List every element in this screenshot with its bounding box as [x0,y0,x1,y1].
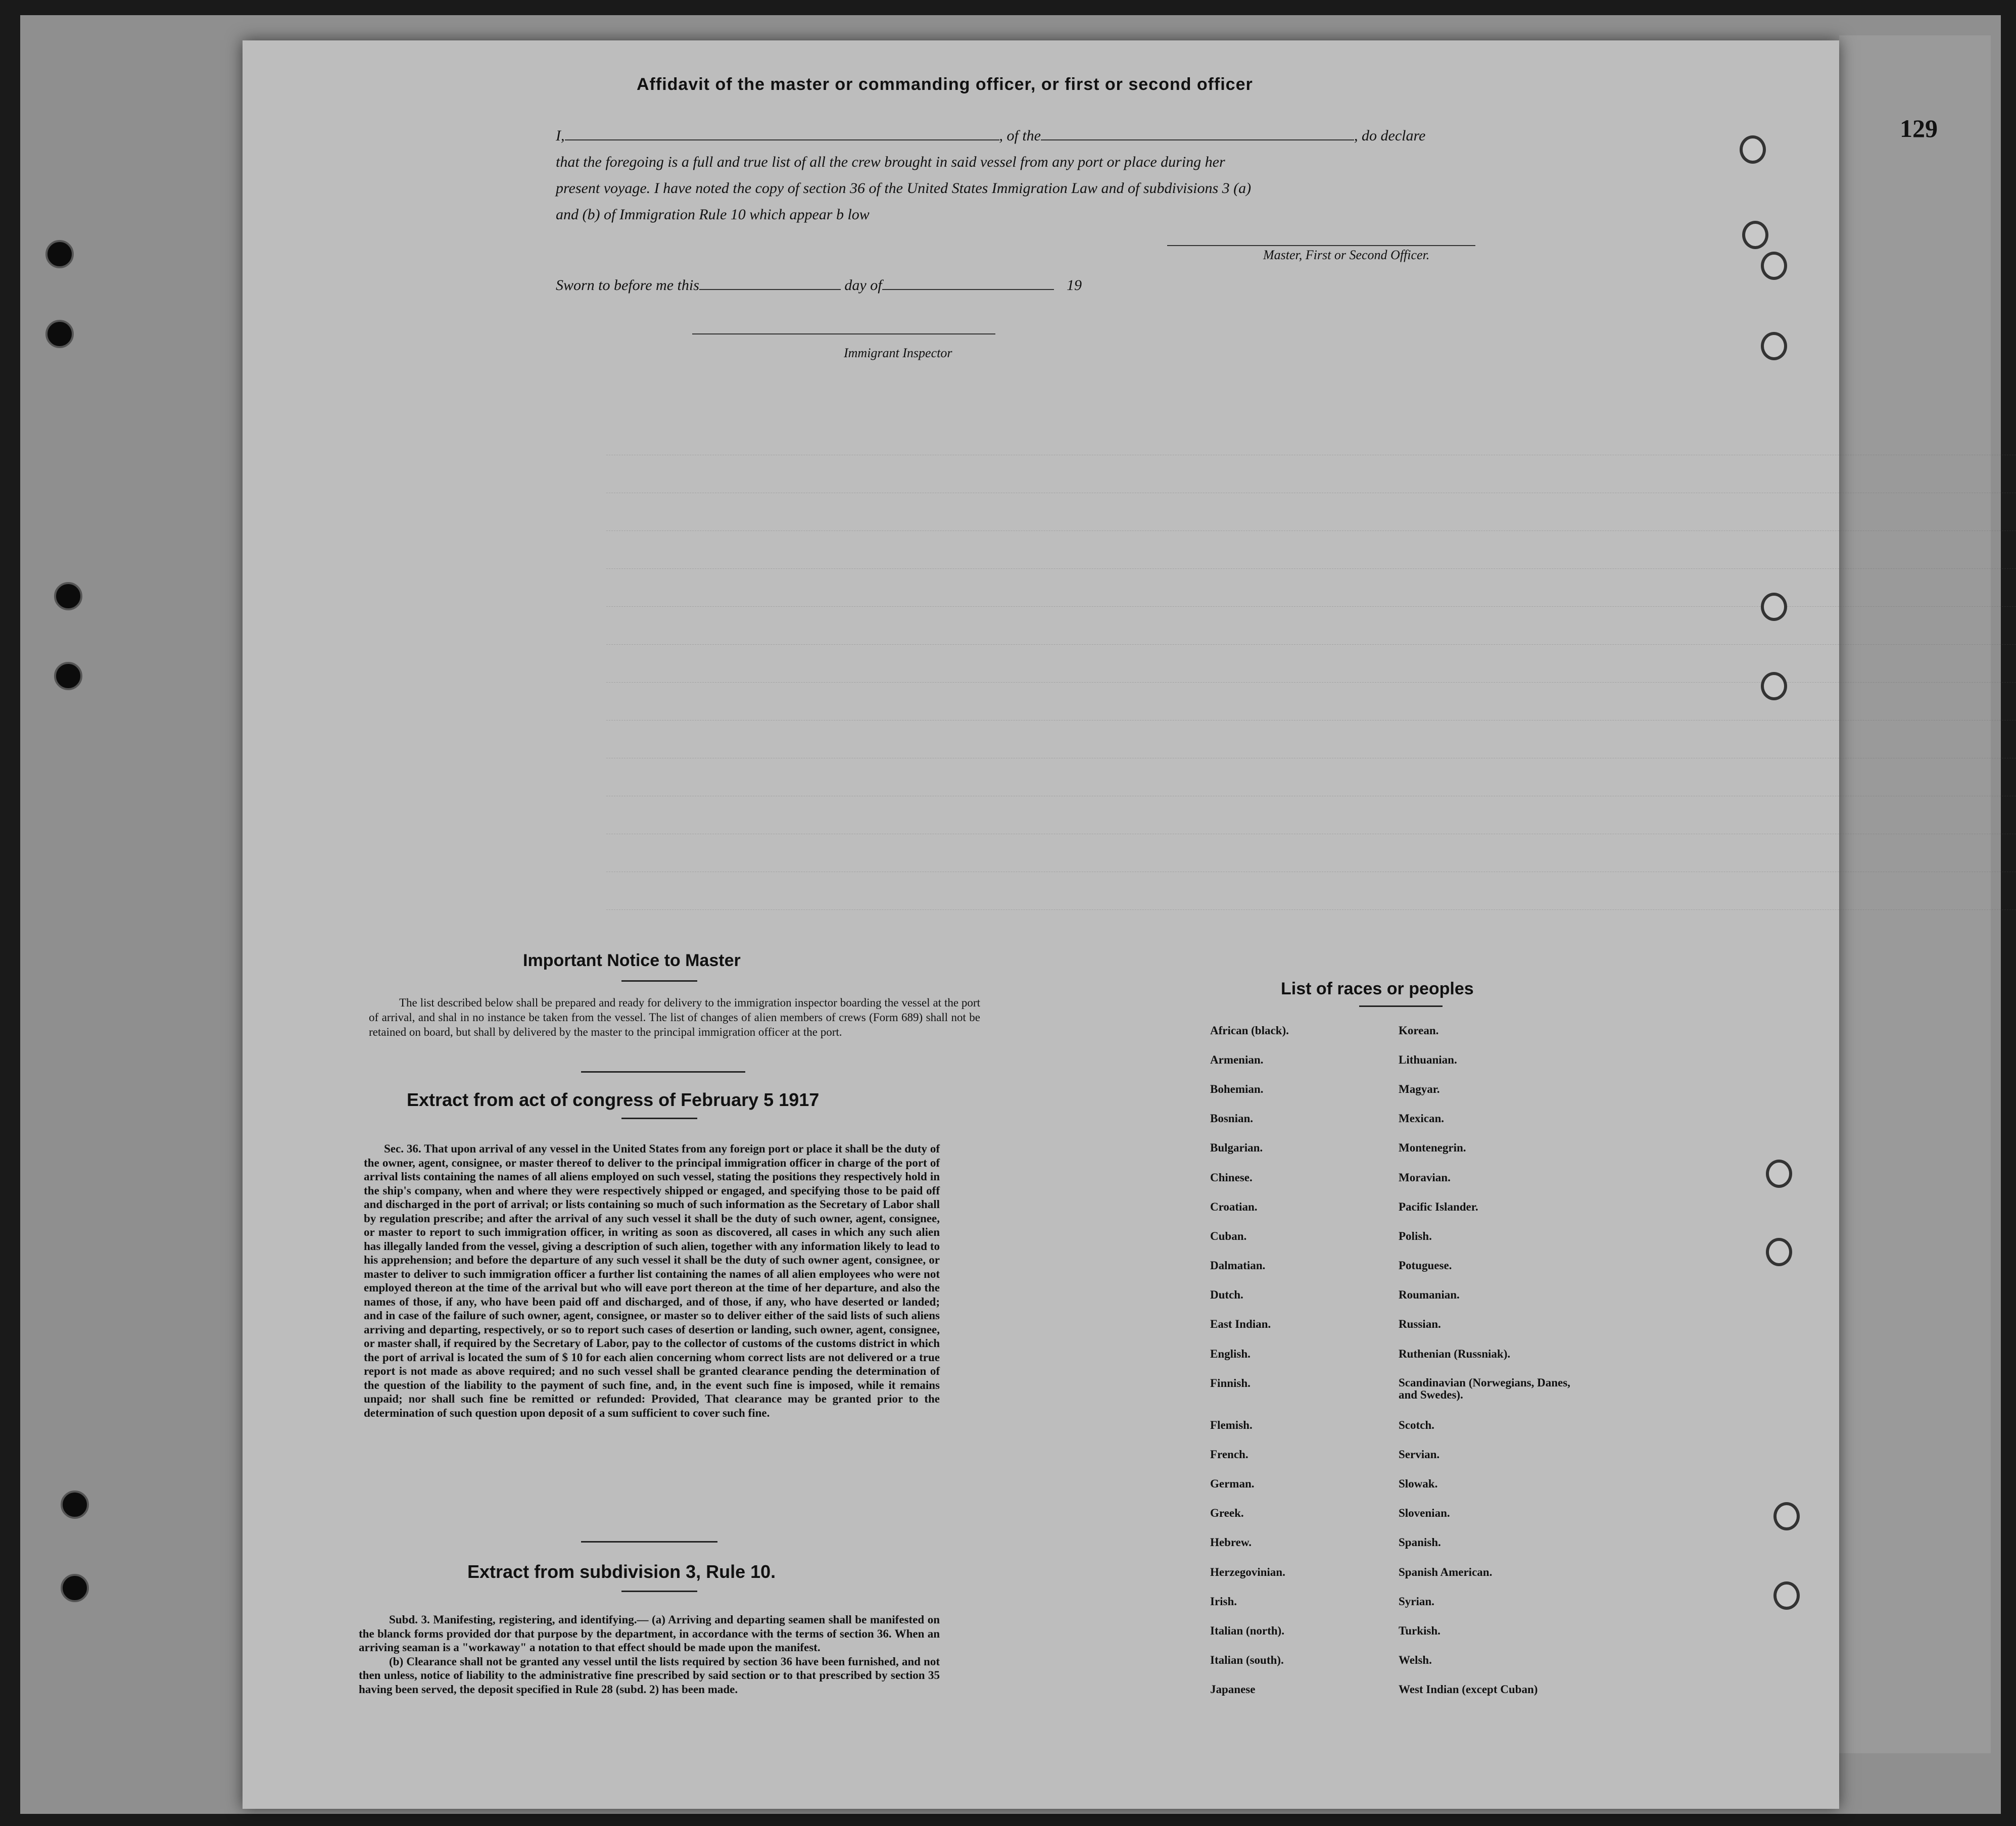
subdivision-3-text [359,1613,940,1696]
binder-hole-left-5 [61,1491,89,1519]
manifest-page [243,40,1839,1809]
race-item: Croatian. [1210,1200,1258,1213]
name-blank[interactable] [565,139,999,140]
race-item: Potuguese. [1399,1259,1452,1272]
affidavit-i: I, [556,127,565,144]
race-item: Cuban. [1210,1230,1247,1242]
affidavit-line-2: that the foregoing is a full and true list of all the crew brought in said vessel from any port or place during her [556,154,1225,170]
day-blank[interactable] [699,289,841,290]
subdivision-3-para-b: (b) Clearance shall not be granted any vessel until the lists required by section 36 have been furnished, and not then unless, notice of liability to the administrative fine prescribed by said section or to that prescribed by section 35 having been served, the deposit specified in Rule 28 (subd. 2) has been made. [359,1655,940,1696]
race-item: Greek. [1210,1507,1244,1519]
inspector-signature-line[interactable] [692,333,995,334]
binder-hole-right-4 [1761,332,1787,360]
binder-hole-left-3 [54,582,82,610]
race-item: Chinese. [1210,1171,1253,1184]
binder-hole-right-1 [1740,135,1766,164]
race-item: African (black). [1210,1024,1289,1037]
race-item: Polish. [1399,1230,1432,1242]
affidavit-line-1 [556,123,1475,149]
extract-divider [581,1541,717,1543]
binder-hole-right-2 [1742,221,1768,249]
affidavit-of-the: , of the [999,127,1041,144]
section-36-text: Sec. 36. That upon arrival of any vessel in the United States from any foreign port or place it shall be the duty of the owner, agent, consignee, or master thereof to deliver to the principal immigration officer in charge of the port of arrival lists containing the names of all aliens employed on such vessel, stating the positions they respectively hold in the ship's company, when and where they were respectively shipped or engaged, and specifying those to be paid off and discharged in the port of arrival; or lists containing so much of such information as the Secretary of Labor shall by regulation prescribe; and after the arrival of any such vessel it shall be the duty of such owner, agent, consignee, or master to report to such immigration officer, in writing as soon as discovered, all cases in which any such alien has illegally landed from the vessel, giving a description of such alien, together with any information likely to lead to his apprehension; and before the departure of any such vessel it shall be the duty of such owner agent, consignee, or master to deliver to such immigration officer a further list containing the names of all alien employees who were not employed thereon at the time of the arrival but who will eave port thereon at the time of her departure, and also the names of those, if any, who have been paid off and discharged, and of those, if any, who have deserted or landed; and in case of the failure of such owner, agent, consignee, or master so to deliver either of the said lists of such aliens arriving and departing, respectively, or so to report such cases of desertion or landing, such owner, agent, consignee, or master shall, if required by the Secretary of Labor, pay to the collector of customs of the customs district in which the port of arrival is located the sum of $ 10 for each alien concerning whom correct lists are not delivered or a true report is not made as above required; and no such vessel shall be granted clearance pending the determination of the question of the liability to the payment of such fine, and, in the event such fine is imposed, while it remains unpaid; nor shall such fine be remitted or refunded: Provided, That clearance may be granted prior to the determination of such question upon deposit of a sum sufficient to cover such fine. [364,1142,940,1419]
race-item: Magyar. [1399,1083,1440,1095]
race-item: Flemish. [1210,1419,1253,1431]
race-item: Slovenian. [1399,1507,1450,1519]
notice-title-rule [621,980,697,982]
race-item: Finnish. [1210,1377,1251,1389]
race-item: Dalmatian. [1210,1259,1266,1272]
sworn-prefix: Sworn to before me this [556,277,699,294]
adjacent-page-strip [1839,35,1991,1753]
race-item: French. [1210,1448,1249,1461]
binder-hole-left-2 [45,320,74,348]
race-item: Russian. [1399,1318,1441,1330]
race-item: Dutch. [1210,1288,1243,1301]
sworn-line [556,277,1082,294]
race-item: Scotch. [1399,1419,1434,1431]
race-item: Italian (south). [1210,1654,1284,1666]
binder-hole-right-6 [1761,672,1787,700]
extract-rule-title: Extract from subdivision 3, Rule 10. [467,1561,776,1582]
race-item: German. [1210,1477,1255,1490]
binder-hole-left-6 [61,1574,89,1602]
race-item: Bosnian. [1210,1112,1254,1125]
extract-act-title-rule [621,1118,697,1119]
race-item: Servian. [1399,1448,1440,1461]
subdivision-3-para-a: Subd. 3. Manifesting, registering, and identifying.— (a) Arriving and departing seamen shall be manifested on the blanck forms provided dor that purpose by the department, in accordance with the terms of section 36. When an arriving seaman is a "workaway" a notation to that effect should be made upon the manifest. [359,1613,940,1654]
race-item: Irish. [1210,1595,1237,1608]
race-item: Welsh. [1399,1654,1432,1666]
race-item: English. [1210,1348,1251,1360]
binder-hole-left-1 [45,240,74,268]
race-item: Syrian. [1399,1595,1434,1608]
race-item: Spanish American. [1399,1566,1493,1578]
inspector-label: Immigrant Inspector [844,346,952,360]
race-item: West Indian (except Cuban) [1399,1683,1538,1696]
race-item: Armenian. [1210,1053,1264,1066]
extract-rule-title-rule [621,1591,697,1592]
affidavit-line-3: present voyage. I have noted the copy of section 36 of the United States Immigration Law and of subdivisions 3 (a) [556,180,1252,197]
binder-hole-right-8 [1766,1238,1792,1266]
race-item: Japanese [1210,1683,1256,1696]
race-item: Herzegovinian. [1210,1566,1285,1578]
race-item: Turkish. [1399,1624,1441,1637]
binder-hole-right-9 [1773,1502,1800,1530]
month-blank[interactable] [882,289,1054,290]
binder-hole-right-5 [1761,593,1787,621]
race-item: Hebrew. [1210,1536,1252,1549]
master-signature-line[interactable] [1167,245,1475,246]
page-number: 129 [1900,114,1938,142]
affidavit-title: Affidavit of the master or commanding officer, or first or second officer [637,75,1253,94]
extract-act-title: Extract from act of congress of February 5 1917 [407,1089,820,1110]
race-item: Korean. [1399,1024,1439,1037]
notice-divider [581,1071,745,1073]
binder-hole-right-3 [1761,252,1787,280]
race-item: Mexican. [1399,1112,1445,1125]
master-label: Master, First or Second Officer. [1263,248,1430,262]
notice-text: The list described below shall be prepared and ready for delivery to the immigration inspector boarding the vessel at the port of arrival, and shal in no instance be taken from the vessel. The list of changes of alien members of crews (Form 689) shall not be retained on board, but shall by delivered by the master to the principal immigration officer at the port. [369,996,980,1038]
race-item: Ruthenian (Russniak). [1399,1348,1511,1360]
sworn-day-of: day of [844,277,882,294]
race-item: Pacific Islander. [1399,1200,1478,1213]
sworn-year: 19 [1067,277,1082,294]
binder-hole-right-7 [1766,1160,1792,1188]
race-item: East Indian. [1210,1318,1271,1330]
vessel-blank[interactable] [1041,139,1354,140]
race-item: Moravian. [1399,1171,1451,1184]
race-item: Bulgarian. [1210,1141,1263,1154]
binder-hole-left-4 [54,662,82,690]
races-title-rule [1359,1005,1443,1007]
race-item: Italian (north). [1210,1624,1284,1637]
affidavit-line-4: and (b) of Immigration Rule 10 which appear b low [556,206,870,223]
race-item: Bohemian. [1210,1083,1264,1095]
races-title: List of races or peoples [1281,979,1474,998]
race-item: Montenegrin. [1399,1141,1466,1154]
race-item: Slowak. [1399,1477,1438,1490]
binder-hole-right-10 [1773,1581,1800,1610]
notice-title: Important Notice to Master [523,951,741,970]
race-item: Scandinavian (Norwegians, Danes, and Swedes). [1399,1376,1570,1401]
race-item: Roumanian. [1399,1288,1460,1301]
race-item: Lithuanian. [1399,1053,1457,1066]
race-item: Spanish. [1399,1536,1441,1549]
affidavit-declare: , do declare [1354,127,1426,144]
